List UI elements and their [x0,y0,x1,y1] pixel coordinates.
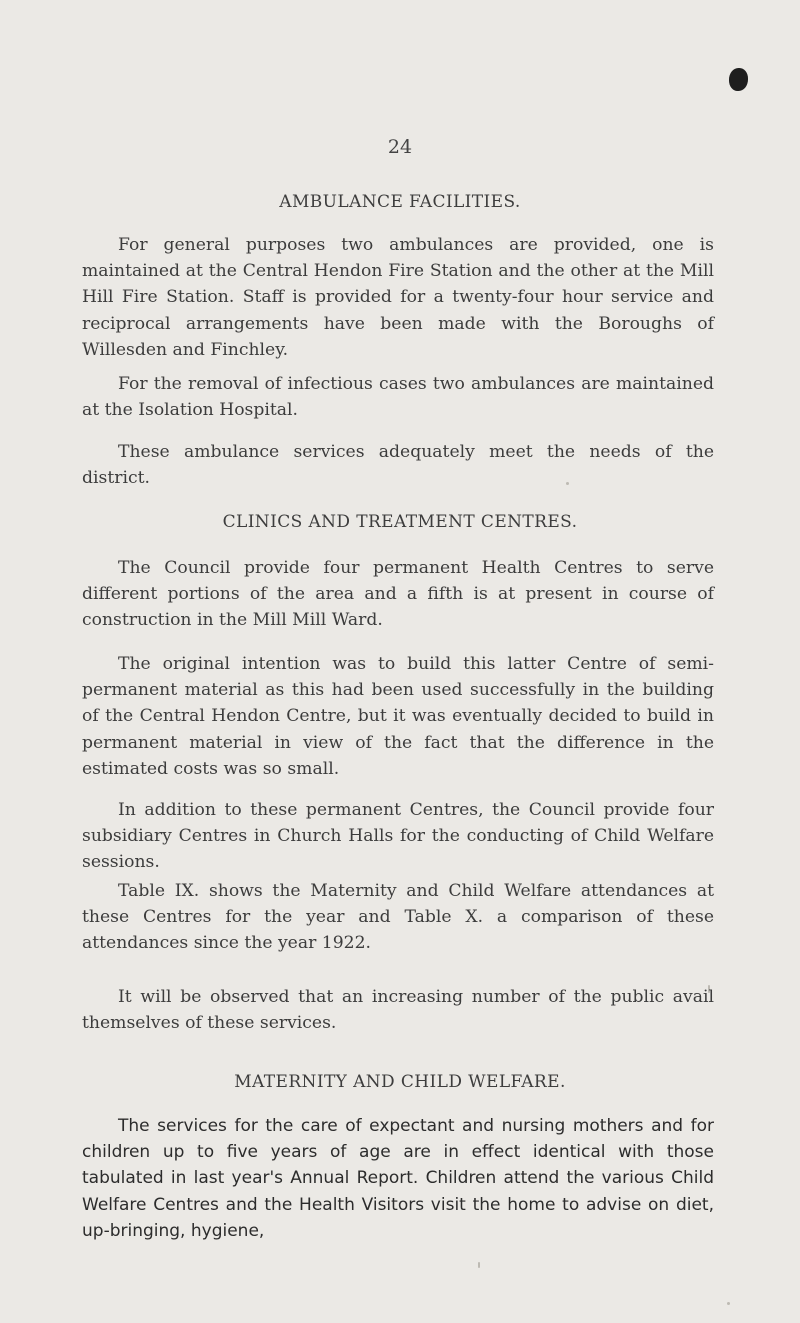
ink-blot [729,68,748,91]
paragraph: For general purposes two ambulances are provided, one is maintained at the Central Hendon Fire Station and the other at the Mill Hill Fire Station. Staff is provided for a twenty-four hour service and reciprocal arrangements have been made with the Boroughs of Willesden and Finchley. [82,235,714,360]
section-heading-clinics: CLINICS AND TREATMENT CENTRES. [222,512,578,532]
section-heading-ambulance: AMBULANCE FACILITIES. [279,192,521,212]
paragraph: The original intention was to build this latter Centre of semi-permanent material as this had been used successfully in the building of the Central Hendon Centre, but it was eventually decided to build in permanent material in view of the fact that the difference in the estimated costs was so small. [82,654,714,779]
section-heading-maternity: MATERNITY AND CHILD WELFARE. [234,1072,566,1092]
paragraph: For the removal of infectious cases two ambulances are maintained at the Isolation Hospital. [82,374,714,421]
paragraph: The Council provide four permanent Health Centres to serve different portions of the area and a fifth is at present in course of construction in the Mill Mill Ward. [82,558,714,631]
paragraph: The services for the care of expectant and nursing mothers and for children up to five years of age are in effect identical with those tabulated in last year's Annual Report. Children attend the various Child Welfare Centres and the Health Visitors visit the home to advise on diet, up-bringing, hygiene, [82,1116,714,1241]
paragraph: Table IX. shows the Maternity and Child Welfare attendances at these Centres for the year and Table X. a comparison of these attendances since the year 1922. [82,881,714,954]
paragraph: It will be observed that an increasing number of the public avail themselves of these services. [82,987,714,1034]
paragraph: These ambulance services adequately meet the needs of the district. [82,442,714,489]
page-number: 24 [387,136,413,158]
paragraph: In addition to these permanent Centres, the Council provide four subsidiary Centres in Church Halls for the conducting of Child Welfare sessions. [82,800,714,873]
paper-speck [727,1302,730,1305]
paper-speck [478,1262,480,1268]
